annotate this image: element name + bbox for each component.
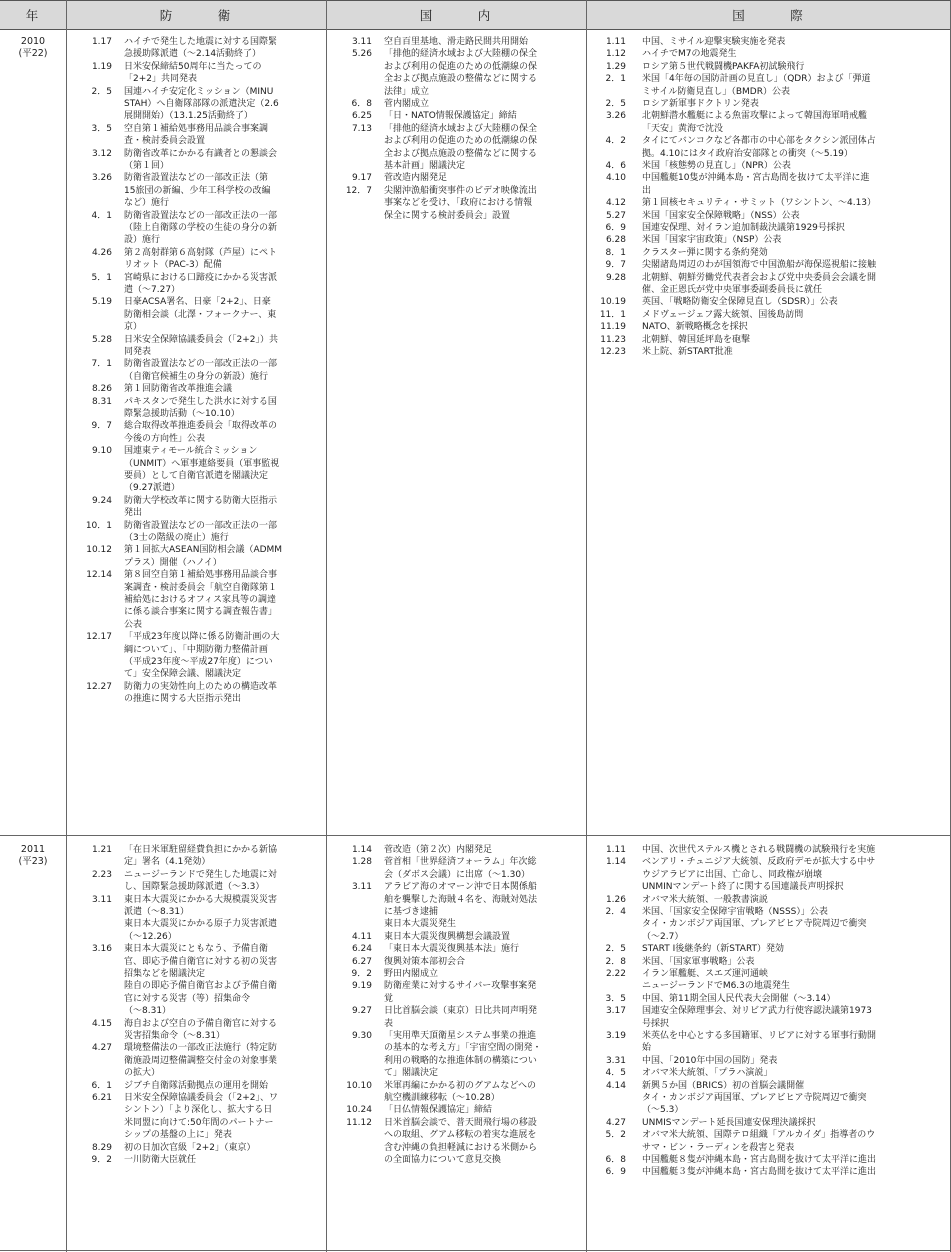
international-entry-date: 11.19	[600, 322, 626, 333]
defense-entry-date: 7．1	[91, 359, 112, 370]
defense-entry-text: 防衛相会談（北澤・フォークナー、東	[124, 309, 277, 320]
defense-entry-date: 12.27	[86, 681, 112, 692]
defense-entry-date: 9．7	[91, 421, 112, 432]
defense-entry-text: 米同盟に向けて:50年間のパートナー	[124, 1117, 274, 1128]
header-domestic: 国 内	[326, 0, 586, 30]
international-entry-date: 4.12	[605, 198, 626, 209]
domestic-entry-text: 保全に関する検討委員会」設置	[384, 210, 511, 221]
year-label: 2010	[20, 36, 46, 47]
domestic-entry-text: 「排他的経済水域および大陸棚の保全	[384, 123, 538, 134]
international-entry-text: ハイチでM7の地震発生	[642, 49, 737, 60]
domestic-entry-date: 9.27	[351, 1006, 372, 1017]
international-entry-text: タイ・カンボジア両国軍、プレアビヒア寺院周辺で衝突	[642, 919, 867, 930]
international-entry-text: ニュージーランドでM6.3の地震発生	[642, 981, 790, 992]
defense-entry-text: 空自第１補給処事務用品談合事案調	[124, 123, 269, 134]
defense-entry-text: 防衛大学校改革に関する防衛大臣指示	[124, 495, 278, 506]
defense-entry-text: 東日本大震災にかかる原子力災害派遣	[124, 919, 278, 930]
domestic-entry-text: 復興対策本部初会合	[384, 956, 466, 967]
year-2010	[0, 36, 66, 61]
defense-entry-date: 1.19	[91, 61, 112, 72]
defense-entry-text: プラス）開催（ハノイ）	[124, 557, 222, 568]
defense-entry-text: 補給処におけるオフィス家具等の調達	[124, 595, 277, 605]
international-entry-date: 11．1	[599, 309, 626, 320]
international-entry-text: （～2.7）	[642, 931, 684, 942]
international-entry-date: 3.31	[605, 1055, 626, 1066]
defense-entry-text: の拡大）	[124, 1068, 161, 1079]
domestic-entry-text: 菅首相「世界経済フォーラム」年次総	[384, 857, 537, 868]
domestic-entry-text: 日比首脳会談（東京）日比共同声明発	[384, 1006, 538, 1017]
header-defense: 防 衛	[66, 0, 326, 30]
defense-entry-text: 海自および空自の予備自衛官に対する	[124, 1018, 278, 1029]
international-entry-text: 国連安保理、対イラン追加制裁決議第1929号採択	[642, 223, 845, 233]
international-entry-text: クラスター弾に関する条約発効	[642, 247, 768, 258]
international-entry-text: （～5.3）	[642, 1105, 684, 1116]
international-entry-text: NATO、新戦略概念を採択	[642, 322, 748, 333]
defense-entry-date: 10.12	[86, 545, 112, 556]
defense-entry-text: 要員）として自衛官派遣を閣議決定	[124, 471, 269, 481]
international-entry-text: ミサイル防衛見直し」（BMDR）公表	[642, 86, 790, 97]
year-2011	[0, 844, 66, 869]
domestic-entry-text: 「日・NATO情報保護協定」締結	[384, 111, 517, 122]
defense-entry-text: の推進に関する大臣指示発出	[124, 694, 242, 705]
international-entry-text: 出	[642, 185, 652, 196]
domestic-entry-text: の全面協力について意見交換	[384, 1155, 501, 1165]
domestic-entry-text: 含む沖縄の負担軽減における米側から	[384, 1142, 538, 1153]
domestic-entry-date: 1.14	[351, 845, 372, 855]
defense-entry-date: 9.10	[91, 446, 112, 457]
international-entry-text: 中国艦艇10隻が沖縄本島・宮古島間を抜けて太平洋に進	[642, 173, 870, 184]
international-entry-text: イラン軍艦艇、スエズ運河通峡	[642, 969, 769, 979]
domestic-entry-text: の基本的な考え方」「宇宙空間の開発・	[384, 1043, 542, 1054]
defense-entry-date: 9．2	[91, 1155, 112, 1165]
defense-entry-text: 「平成23年度以降に係る防衛計画の大	[124, 632, 280, 643]
defense-entry-date: 2.23	[91, 869, 112, 880]
domestic-entry-text: および利用の促進のための低潮線の保	[384, 61, 538, 72]
defense-entry-date: 3.16	[91, 944, 112, 955]
header-year: 年	[0, 0, 66, 30]
international-entry-date: 4．2	[605, 136, 626, 147]
defense-entry-text: 陸自の即応予備自衛官および予備自衛	[124, 981, 278, 992]
defense-entry-text: 官に対する災害（等）招集命令	[124, 993, 251, 1004]
domestic-entry-text: 菅内閣成立	[384, 99, 430, 109]
international-entry-date: 1.29	[605, 61, 626, 72]
international-entry-text: 米国「国家宇宙政策」（NSP）公表	[642, 235, 782, 246]
domestic-entry-text: 「東日本大震災復興基本法」施行	[384, 944, 520, 955]
international-entry-date: 8．1	[605, 247, 626, 258]
defense-entry-text: （～12.26）	[124, 931, 177, 942]
domestic-entry-date: 6.27	[351, 956, 372, 967]
international-entry-text: UNMINマンデート終了に関する国連議長声明採択	[642, 882, 844, 893]
domestic-entry-text: に基づき逮捕	[384, 907, 439, 917]
domestic-entry-date: 6.25	[351, 111, 372, 122]
international-entry-text: 中国、「2010年中国の国防」発表	[642, 1055, 778, 1066]
international-entry-date: 9.28	[605, 272, 626, 283]
international-entry-text: ロシア第５世代戦闘機PAKFA初試験飛行	[642, 61, 805, 72]
defense-entry-text: 日米安全保障協議委員会（「2+2」、ワ	[124, 1093, 278, 1103]
international-entry-text: タイ・カンボジア両国軍、プレアビヒア寺院周辺で衝突	[642, 1093, 867, 1103]
defense-entry-text: 防衛省設置法などの一部改正法の一部	[124, 520, 278, 531]
international-entry-date: 9．7	[605, 260, 626, 271]
international-entry-date: 6.28	[605, 235, 626, 246]
domestic-entry-text: 「日仏情報保護協定」締結	[384, 1105, 493, 1116]
international-entry-text: ウジアラビアに出国、亡命し、同政権が崩壊	[642, 869, 823, 880]
defense-entry-text: 防衛省改革にかかる有識者との懇談会	[124, 148, 278, 159]
defense-entry-text: 国連東ティモール統合ミッション	[124, 446, 258, 457]
domestic-entry-date: 3.11	[351, 37, 372, 47]
international-entry-date: 6．8	[605, 1155, 626, 1165]
international-entry-text: 号採択	[642, 1018, 670, 1029]
international-entry-text: タイにてバンコクなど各都市の中心部をタクシン派団体占	[642, 136, 876, 147]
international-entry-date: 2．1	[605, 74, 626, 85]
domestic-entry-text: 会（ダボス会議）に出席（～1.30）	[384, 869, 531, 880]
column-divider	[66, 0, 67, 1252]
defense-entry-date: 1.17	[91, 37, 112, 47]
domestic-entry-text: 舶を襲撃した海賊４名を、海賊対処法	[384, 894, 538, 905]
defense-entry-date: 9.24	[91, 495, 112, 506]
international-entry-text: 米英仏を中心とする多国籍軍、リビアに対する軍事行動開	[642, 1031, 877, 1041]
international-entry-text: 米上院、新START批准	[642, 347, 733, 357]
defense-entry-date: 12.14	[86, 570, 112, 581]
defense-entry-date: 3.26	[91, 173, 112, 184]
international-entry-date: 1.26	[605, 894, 626, 905]
defense-entry-text: STAH）へ自衛隊部隊の派遣決定（2.6	[124, 99, 279, 109]
domestic-entry-text: 表	[384, 1018, 394, 1029]
domestic-entry-date: 5.26	[351, 49, 372, 60]
international-entry-date: 2．5	[605, 944, 626, 955]
defense-entry-text: 「在日米軍駐留経費負担にかかる新協	[124, 845, 278, 855]
international-entry-text: オバマ米大統領、「プラハ演説」	[642, 1068, 773, 1079]
defense-entry-text: 環境整備法の一部改正法施行（特定防	[124, 1043, 278, 1054]
domestic-entry-date: 1.28	[351, 857, 372, 868]
domestic-entry-date: 7.13	[351, 123, 372, 134]
defense-entry-date: 5.19	[91, 297, 112, 308]
international-entry-date: 4．6	[605, 161, 626, 171]
defense-entry-text: 15旅団の新編、少年工科学校の改編	[124, 185, 271, 196]
domestic-entry-date: 4.11	[351, 931, 372, 942]
international-entry-date: 3.26	[605, 111, 626, 122]
international-entry-text: 中国、次世代ステルス機とされる戦闘機の試験飛行を実施	[642, 845, 876, 855]
international-entry-text: 国連安全保障理事会、対リビア武力行使容認決議第1973	[642, 1006, 872, 1017]
domestic-entry-text: への取組、グアム移転の着実な進展を	[384, 1130, 537, 1141]
defense-entry-date: 6.21	[91, 1093, 112, 1103]
domestic-entry-text: 航空機訓練移転（～10.28）	[384, 1093, 500, 1103]
defense-entry-text: （UNMIT）へ軍事連絡要員（軍事監視	[124, 458, 280, 469]
international-entry-text: 催、金正恩氏が党中央軍事委副委員長に就任	[642, 285, 823, 295]
defense-entry-date: 6．1	[91, 1080, 112, 1091]
defense-entry-text: 第１回拡大ASEAN国防相会議（ADMM	[124, 545, 283, 556]
defense-entry-date: 10．1	[85, 520, 112, 531]
international-entry-text: 中国、第11期全国人民代表大会開催（～3.14）	[642, 993, 836, 1004]
international-entry-date: 11.23	[600, 334, 626, 345]
header-international: 国 際	[586, 0, 951, 30]
defense-entry-text: 東日本大震災にかかる大規模震災災害	[124, 894, 278, 905]
defense-entry-text: 第１回防衛省改革推進会議	[124, 384, 233, 395]
domestic-entry-text: 野田内閣成立	[384, 969, 439, 979]
defense-entry-text: 招集などを閣議決定	[124, 969, 206, 979]
domestic-entry-text: 菅改造（第２次）内閣発足	[384, 845, 493, 855]
international-entry-date: 3.17	[605, 1006, 626, 1017]
international-entry-date: 1.14	[605, 857, 626, 868]
defense-entry-text: 総合取得改革推進委員会「取得改革の	[124, 421, 278, 432]
year-divider	[0, 835, 951, 836]
defense-entry-date: 12.17	[86, 632, 112, 643]
defense-entry-date: 5.28	[91, 334, 112, 345]
international-entry-text: START Ⅰ後継条約（新START）発効	[642, 944, 785, 955]
defense-entry-text: 災害招集命令（～8.31）	[124, 1031, 226, 1041]
domestic-entry-text: 東日本大震災復興構想会議設置	[384, 931, 511, 942]
defense-entry-text: 防衛省設置法などの一部改正法（第	[124, 173, 269, 184]
defense-entry-text: 発出	[124, 508, 143, 519]
international-entry-text: オバマ米大統領、一般教書演説	[642, 894, 768, 905]
defense-entry-text: 一川防衛大臣就任	[124, 1155, 197, 1165]
international-entry-date: 4.27	[605, 1117, 626, 1128]
international-entry-date: 5.27	[605, 210, 626, 221]
defense-entry-text: パキスタンで発生した洪水に対する国	[124, 396, 277, 407]
international-entry-text: サマ・ビン・ラーディンを殺害と発表	[642, 1142, 795, 1153]
domestic-entry-date: 3.11	[351, 882, 372, 893]
defense-entry-date: 1.21	[91, 845, 112, 855]
international-entry-text: 「天安」黄海で沈没	[642, 123, 724, 134]
international-entry-text: 米国、「国家軍事戦略」公表	[642, 956, 755, 967]
defense-entry-text: 設）施行	[124, 235, 161, 246]
international-entry-date: 10.19	[600, 297, 626, 308]
defense-entry-text: 初の日加次官級「2+2」（東京）	[124, 1142, 256, 1153]
international-entry-text: 第１回核セキュリティ・サミット（ワシントン、～4.13）	[642, 198, 877, 209]
domestic-entry-text: 日米首脳会談で、普天間飛行場の移設	[384, 1117, 537, 1128]
international-entry-text: ベンアリ・チュニジア大統領、反政府デモが拡大する中サ	[642, 857, 876, 868]
defense-entry-text: し、国際緊急援助隊派遣（～3.3）	[124, 882, 265, 893]
domestic-entry-date: 9.30	[351, 1031, 372, 1041]
domestic-entry-text: および利用の促進のための低潮線の保	[384, 136, 538, 147]
domestic-entry-date: 9.19	[351, 981, 372, 992]
international-entry-text: メドヴェージェフ露大統領、国後島訪問	[642, 309, 804, 320]
domestic-entry-text: 菅改造内閣発足	[384, 173, 448, 184]
domestic-entry-text: 全および拠点施設の整備などに関する	[384, 148, 538, 159]
defense-entry-text: に係る談合事案に関する調査報告書」	[124, 607, 278, 618]
international-entry-date: 6．9	[605, 1167, 626, 1178]
domestic-entry-text: 基本計画」閣議決定	[384, 161, 466, 171]
defense-entry-date: 4．1	[91, 210, 112, 221]
defense-entry-text: シップの基盤の上に」発表	[124, 1130, 232, 1141]
international-entry-date: 1.12	[605, 49, 626, 60]
defense-entry-text: 綱について」、「中期防衛力整備計画	[124, 644, 268, 655]
international-entry-text: 北朝鮮潜水艦艇による魚雷攻撃によって韓国海軍哨戒艦	[642, 111, 868, 122]
defense-entry-text: 第２高射群第６高射隊（芦屋）にペト	[124, 247, 278, 258]
defense-entry-text: （陸上自衛隊の学校の生徒の身分の新	[124, 223, 278, 233]
defense-entry-text: 日豪ACSA署名、日豪「2+2」、日豪	[124, 297, 271, 308]
defense-entry-date: 5．1	[91, 272, 112, 283]
table-bottom-border	[0, 1250, 951, 1251]
defense-entry-date: 4.26	[91, 247, 112, 258]
defense-entry-text: 遣（～7.27）	[124, 285, 181, 295]
international-entry-date: 3．5	[605, 993, 626, 1004]
defense-entry-text: 派遣（～8.31）	[124, 907, 190, 917]
defense-entry-date: 4.27	[91, 1043, 112, 1054]
international-entry-text: 英国、「戦略防衛安全保障見直し（SDSR）」公表	[642, 297, 838, 308]
defense-entry-text: （平成23年度～平成27年度）につい	[124, 657, 273, 667]
domestic-entry-date: 6．8	[351, 99, 372, 109]
international-entry-text: 拠。4.10にはタイ政府治安部隊との衝突（～5.19）	[642, 148, 853, 159]
international-entry-date: 5．2	[605, 1130, 626, 1141]
international-entry-date: 2．8	[605, 956, 626, 967]
defense-entry-date: 8.29	[91, 1142, 112, 1153]
international-entry-text: 中国艦艇３隻が沖縄本島・宮古島間を抜けて太平洋に進出	[642, 1167, 877, 1178]
international-entry-date: 2．5	[605, 99, 626, 109]
defense-entry-text: 国連ハイチ安定化ミッション（MINU	[124, 86, 274, 97]
domestic-entry-text: 法律」成立	[384, 86, 430, 97]
domestic-entry-text: 覚	[384, 993, 394, 1004]
international-entry-text: ロシア新軍事ドクトリン発表	[642, 99, 759, 109]
defense-entry-text: ジブチ自衛隊活動拠点の運用を開始	[124, 1080, 269, 1091]
international-entry-text: 中国、ミサイル迎撃実験実施を発表	[642, 37, 786, 47]
domestic-entry-text: 全および拠点施設の整備などに関する	[384, 74, 538, 85]
defense-entry-text: 査・検討委員会設置	[124, 136, 206, 147]
defense-entry-date: 8.31	[91, 396, 112, 407]
defense-entry-text: 東日本大震災にともなう、予備自衛	[124, 944, 269, 955]
defense-entry-text: 定」署名（4.1発効）	[124, 857, 211, 868]
defense-entry-date: 3.12	[91, 148, 112, 159]
international-entry-date: 2．4	[605, 907, 626, 917]
defense-entry-text: 今後の方向性」公表	[124, 433, 206, 444]
international-entry-date: 1.11	[605, 37, 626, 47]
defense-entry-date: 3．5	[91, 123, 112, 134]
international-entry-text: 米国「核態勢の見直し」（NPR）公表	[642, 161, 791, 171]
domestic-entry-date: 10.24	[346, 1105, 372, 1116]
international-entry-text: 北朝鮮、韓国延坪島を砲撃	[642, 334, 751, 345]
defense-entry-text: （3士の階級の廃止）施行	[124, 533, 229, 543]
defense-entry-text: 日米安保締結50周年に当たっての	[124, 61, 262, 72]
domestic-entry-date: 10.10	[346, 1080, 372, 1091]
domestic-entry-date: 11.12	[346, 1117, 372, 1128]
international-entry-text: 米国「国家安全保障戦略」（NSS）公表	[642, 210, 800, 221]
international-entry-date: 12.23	[600, 347, 626, 357]
defense-entry-text: 案調査・検討委員会「航空自衛隊第１	[124, 582, 278, 593]
domestic-entry-text: 米軍再編にかかる初のグアムなどへの	[384, 1080, 537, 1091]
domestic-entry-text: 空自百里基地、滑走路民間共用開始	[384, 37, 529, 47]
defense-entry-text: など）施行	[124, 198, 170, 209]
domestic-entry-date: 6.24	[351, 944, 372, 955]
domestic-entry-text: 利用の戦略的な推進体制の構築につい	[384, 1055, 537, 1066]
defense-entry-date: 2．5	[91, 86, 112, 97]
international-entry-text: 米国「4年毎の国防計画の見直し」（QDR）および「弾道	[642, 74, 871, 85]
domestic-entry-text: 「排他的経済水域および大陸棚の保全	[384, 49, 538, 60]
international-entry-date: 1.11	[605, 845, 626, 855]
defense-entry-text: 防衛省設置法などの一部改正法の一部	[124, 210, 278, 221]
defense-entry-text: （9.27派遣）	[124, 483, 181, 494]
domestic-entry-text: 尖閣沖漁船衝突事件のビデオ映像流出	[384, 185, 537, 196]
international-entry-text: 始	[642, 1043, 652, 1054]
international-entry-date: 3.19	[605, 1031, 626, 1041]
international-entry-date: 2.22	[605, 969, 626, 979]
defense-entry-text: 公表	[124, 619, 143, 630]
domestic-entry-text: アラビア海のオマーン沖で日本関係船	[384, 882, 537, 893]
era-label: (平22)	[18, 48, 48, 60]
defense-entry-text: 官、即応予備自衛官に対する初の災害	[124, 956, 278, 967]
defense-entry-text: 京）	[124, 322, 143, 333]
international-entry-date: 4．5	[605, 1068, 626, 1079]
domestic-entry-text: 「実用準天頂衛星システム事業の推進	[384, 1031, 537, 1041]
defense-entry-text: 防衛省設置法などの一部改正法の一部	[124, 359, 278, 370]
international-entry-text: オバマ米大統領、国際テロ組織「アルカイダ」指導者のウ	[642, 1130, 876, 1141]
defense-entry-text: 同発表	[124, 347, 152, 357]
defense-entry-text: 宮崎県における口蹄疫にかかる災害派	[124, 272, 278, 283]
domestic-entry-text: 防衛産業に対するサイバー攻撃事案発	[384, 981, 537, 992]
defense-entry-date: 3.11	[91, 894, 112, 905]
domestic-entry-text: 東日本大震災発生	[384, 919, 457, 930]
defense-entry-date: 8.26	[91, 384, 112, 395]
defense-entry-text: 急援助隊派遣（～2.14活動終了）	[124, 49, 262, 60]
international-entry-date: 6．9	[605, 223, 626, 233]
international-entry-text: 北朝鮮、朝鮮労働党代表者会および党中央委員会会議を開	[642, 272, 877, 283]
international-entry-text: UNMISマンデート延長国連安保理決議採択	[642, 1117, 816, 1128]
defense-entry-date: 4.15	[91, 1018, 112, 1029]
defense-entry-text: （第１回）	[124, 161, 170, 171]
domestic-entry-text: て」閣議決定	[384, 1068, 439, 1079]
domestic-entry-date: 12．7	[345, 185, 372, 196]
international-entry-text: 尖閣諸島周辺のわが国領海で中国漁船が海保巡視船に接触	[642, 260, 877, 271]
domestic-entry-date: 9.17	[351, 173, 372, 184]
international-entry-date: 4.10	[605, 173, 626, 184]
defense-entry-text: 「2+2」共同発表	[124, 74, 197, 85]
defense-entry-text: 防衛力の実効性向上のための構造改革	[124, 681, 278, 692]
year-label: 2011	[20, 844, 46, 855]
international-entry-date: 4.14	[605, 1080, 626, 1091]
defense-entry-text: （自衛官候補生の身分の新設）施行	[124, 371, 269, 382]
defense-entry-text: シントン）「より深化し、拡大する日	[124, 1105, 273, 1116]
defense-entry-text: て」安全保障会議、閣議決定	[124, 669, 242, 680]
defense-entry-text: 日米安全保障協議委員会（「2+2」）共	[124, 334, 278, 345]
defense-entry-text: 際緊急援助活動（～10.10）	[124, 409, 240, 419]
domestic-entry-text: 事案などを受け、「政府における情報	[384, 198, 533, 209]
domestic-entry-date: 9．2	[351, 969, 372, 979]
international-entry-text: 新興５か国（BRICS）初の首脳会議開催	[642, 1080, 805, 1091]
defense-entry-text: （～8.31）	[124, 1006, 172, 1017]
defense-entry-text: 第８回空自第１補給処事務用品談合事	[124, 570, 278, 581]
defense-entry-text: 衛施設周辺整備調整交付金の対象事業	[124, 1055, 278, 1066]
defense-entry-text: ニュージーランドで発生した地震に対	[124, 869, 277, 880]
era-label: (平23)	[18, 856, 48, 868]
international-entry-text: 米国、「国家安全保障宇宙戦略（NSSS）」公表	[642, 907, 828, 917]
defense-entry-text: ハイチで発生した地震に対する国際緊	[124, 37, 278, 47]
defense-entry-text: リオット（PAC-3）配備	[124, 260, 222, 271]
defense-entry-text: 展開開始）（13.1.25活動終了）	[124, 111, 253, 122]
international-entry-text: 中国艦艇８隻が沖縄本島・宮古島間を抜けて太平洋に進出	[642, 1155, 877, 1165]
